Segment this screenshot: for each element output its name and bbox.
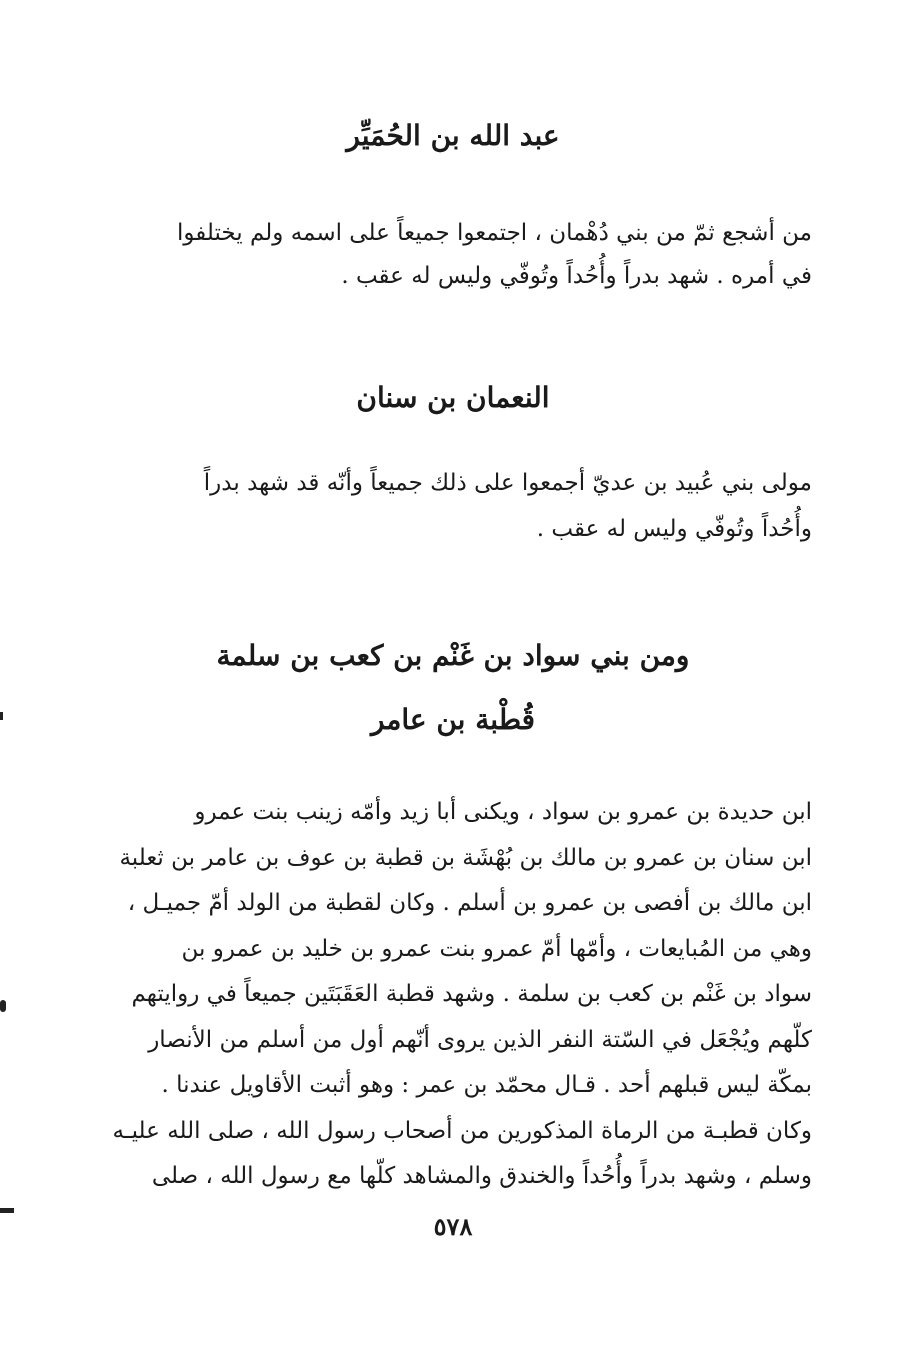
paragraph-line: وسلم ، وشهد بدراً وأُحُداً والخندق والمشاهد كلّها مع رسول الله ، صلى: [151, 1163, 812, 1189]
paragraph-line: سواد بن غَنْم بن كعب بن سلمة . وشهد قطبة العَقَبَتَين جميعاً في روايتهم: [131, 981, 812, 1007]
paragraph-line: وهي من المُبايعات ، وأمّها أمّ عمرو بنت عمرو بن خليد بن عمرو بن: [181, 935, 812, 962]
section-1-paragraph: [100, 212, 812, 298]
section-2-paragraph: [100, 460, 812, 552]
paragraph-line: بمكّة ليس قبلهم أحد . قـال محمّد بن عمر : وهو أثبت الأقاويل عندنا .: [161, 1072, 812, 1098]
paragraph-line: كلّهم ويُجْعَل في السّتة النفر الذين يروى أنّهم أول من أسلم من الأنصار: [148, 1026, 812, 1053]
paragraph-line: ابن سنان بن عمرو بن مالك بن بُهْشَة بن قطبة بن عوف بن عامر بن ثعلبة: [119, 844, 812, 871]
paragraph-line: مولى بني عُبيد بن عديّ أجمعوا على ذلك جميعاً وأنّه قد شهد بدراً: [203, 470, 812, 496]
paragraph-line: ابن حديدة بن عمرو بن سواد ، ويكنى أبا زيد وأمّه زينب بنت عمرو: [194, 799, 812, 825]
paragraph-line: في أمره . شهد بدراً وأُحُداً وتُوفّي وليس له عقب .: [341, 263, 812, 289]
section-1-title: عبد الله بن الحُمَيِّر: [346, 119, 560, 152]
section-2-title: النعمان بن سنان: [356, 381, 550, 414]
scan-edge-mark: [0, 712, 3, 720]
scan-edge-mark: [0, 1208, 14, 1213]
section-3-paragraph: [100, 790, 812, 1200]
section-3-title: ومن بني سواد بن غَنْم بن كعب بن سلمة: [216, 639, 690, 672]
section-3-subtitle: قُطْبة بن عامر: [370, 703, 536, 736]
paragraph-line: وأُحُداً وتُوفّي وليس له عقب .: [536, 516, 812, 542]
page-number: ٥٧٨: [433, 1212, 473, 1241]
paragraph-line: من أشجع ثمّ من بني دُهْمان ، اجتمعوا جميعاً على اسمه ولم يختلفوا: [176, 220, 812, 246]
scan-edge-mark: [0, 1000, 6, 1012]
paragraph-line: ابن مالك بن أفصى بن عمرو بن أسلم . وكان لقطبة من الولد أمّ جميـل ،: [127, 890, 812, 916]
paragraph-line: وكان قطبـة من الرماة المذكورين من أصحاب رسول الله ، صلى الله عليـه: [112, 1117, 812, 1144]
